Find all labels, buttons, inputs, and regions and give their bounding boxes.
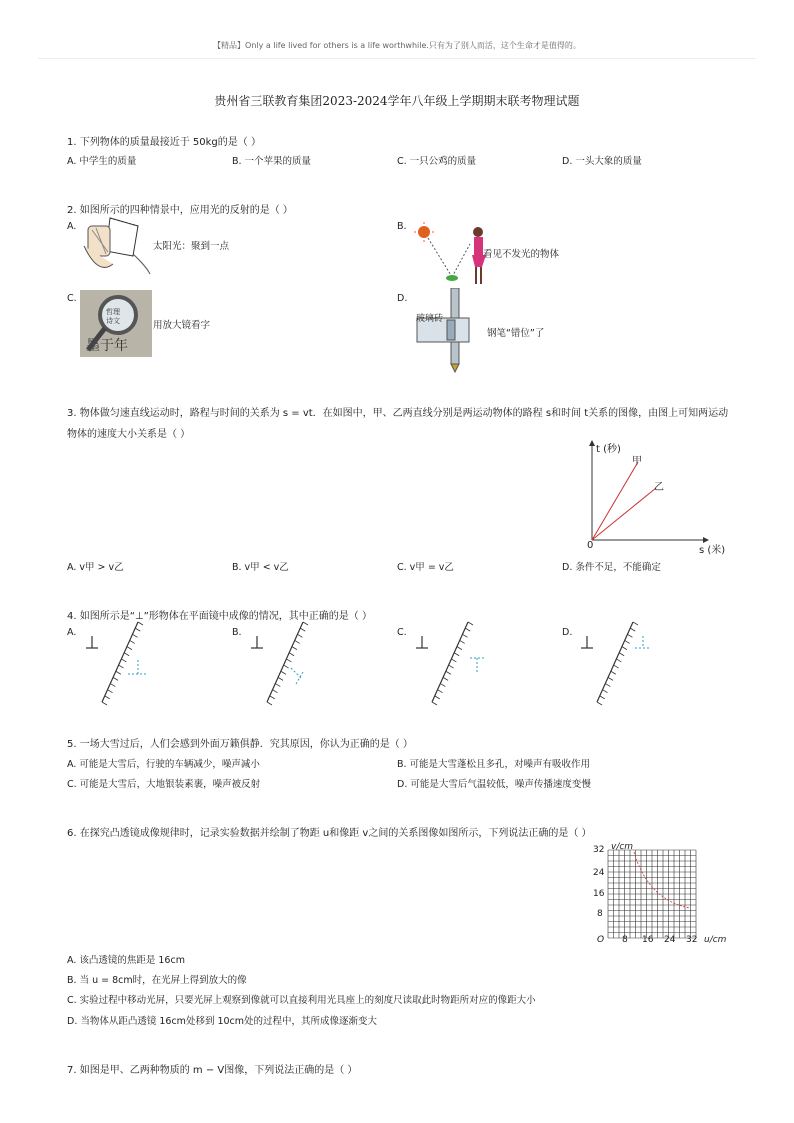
mirror-hatch [297, 634, 302, 637]
q1-option-c[interactable]: C. 一只公鸡的质量 [397, 156, 477, 167]
q3-stem-line1: 3. 物体做匀速直线运动时，路程与时间的关系为 s = vt．在如图中，甲、乙两直线分别是两运动物体的路程 s和时间 t关系的图像，由图上可知两运动 [67, 408, 729, 419]
reflection-scene-image [412, 222, 492, 288]
mirror-hatch [449, 665, 454, 668]
q6-y-axis-label: v/cm [611, 842, 634, 852]
page-banner: 【精品】Only a life lived for others is a life worthwhile.只有为了别人而活，这个生命才是值得的。 [213, 41, 581, 50]
glass-block-label: 玻璃砖 [416, 314, 444, 324]
mirror-hatch [468, 622, 473, 625]
q3-line-jia: 甲 [632, 456, 642, 467]
q3-option-c[interactable]: C. v甲 = v乙 [397, 562, 454, 573]
mirror-hatch [440, 684, 445, 687]
mirror-hatch [600, 696, 605, 699]
mirror-hatch [619, 653, 624, 656]
q3-option-a[interactable]: A. v甲 > v乙 [67, 562, 124, 573]
mirror-hatch [457, 647, 462, 650]
mirror-hatch [116, 671, 121, 674]
q3-x-axis-label: s (米) [699, 545, 726, 556]
q2-caption-d: 钢笔“错位”了 [487, 328, 545, 339]
mirror-hatch [303, 622, 308, 625]
q3-option-b[interactable]: B. v甲 < v乙 [232, 562, 289, 573]
mirror-hatch [284, 665, 289, 668]
mirror-hatch [622, 647, 627, 650]
q2-label-b[interactable]: B. [397, 221, 407, 232]
q4-mirror-c [408, 620, 488, 706]
mirror-hatch [608, 677, 613, 680]
q4-label-c[interactable]: C. [397, 627, 407, 638]
mirror-hatch [278, 677, 283, 680]
q2-caption-b: 看见不发光的物体 [483, 249, 560, 260]
q5-option-d[interactable]: D. 可能是大雪后气温较低，噪声传播速度变慢 [397, 779, 591, 790]
mirror-hatch [603, 690, 608, 693]
mirror-hatch [443, 677, 448, 680]
mirror-hatch [446, 671, 451, 674]
q2-label-a[interactable]: A. [67, 221, 77, 232]
mirror-hatch [270, 696, 275, 699]
mirror-hatch [138, 622, 143, 625]
sun-focus-image [78, 216, 153, 276]
q6-y-tick-8: 8 [597, 909, 603, 919]
q6-x-axis-label: u/cm [704, 935, 727, 945]
mirror-hatch [625, 640, 630, 643]
mirror-hatch [438, 690, 443, 693]
q2-caption-c: 用放大镜看字 [153, 320, 211, 331]
svg-text:哲理: 哲理 [106, 308, 120, 316]
q6-x-tick-32: 32 [686, 935, 698, 945]
q4-mirror-b [243, 620, 323, 706]
mirror-hatch [127, 647, 132, 650]
q5-option-a[interactable]: A. 可能是大雪后，行驶的车辆减少，噪声减小 [67, 759, 260, 770]
q7-stem: 7. 如图是甲、乙两种物质的 m − V图像，下列说法正确的是（ ） [67, 1065, 358, 1076]
mirror-hatch [462, 634, 467, 637]
mirror-hatch [105, 696, 110, 699]
q6-uv-graph [590, 840, 730, 950]
mirror-hatch [627, 634, 632, 637]
q3-option-d[interactable]: D. 条件不足，不能确定 [562, 562, 661, 573]
q6-y-tick-24: 24 [593, 868, 605, 878]
mirror-hatch [113, 677, 118, 680]
mirror-hatch [295, 640, 300, 643]
mirror-hatch [273, 690, 278, 693]
pen-glass-image [415, 288, 475, 373]
q3-line-yi: 乙 [654, 482, 664, 493]
q5-stem: 5. 一场大雪过后，人们会感到外面万籁俱静．究其原因，你认为正确的是（ ） [67, 739, 413, 750]
page-title: 贵州省三联教育集团2023-2024学年八年级上学期期末联考物理试题 [214, 94, 580, 108]
mirror-hatch [435, 696, 440, 699]
mirror-hatch [616, 659, 621, 662]
mirror-hatch [119, 665, 124, 668]
q1-option-d[interactable]: D. 一头大象的质量 [562, 156, 642, 167]
q3-origin: 0 [587, 540, 594, 551]
q6-stem: 6. 在探究凸透镜成像规律时，记录实验数据并绘制了物距 u和像距 v之间的关系图像如图所示，下列说法正确的是（ ） [67, 828, 592, 839]
q6-origin: O [597, 935, 605, 945]
mirror-hatch [102, 702, 107, 705]
q3-st-graph [580, 438, 730, 558]
mirror-hatch [281, 671, 286, 674]
svg-text:墨于年: 墨于年 [86, 338, 128, 354]
mirror-hatch [124, 653, 129, 656]
q1-stem: 1. 下列物体的质量最接近于 50kg的是（ ） [67, 137, 261, 148]
q6-option-c[interactable]: C. 实验过程中移动光屏，只要光屏上观察到像就可以直接利用光具座上的刻度尺读取此时物距所对应的像距大小 [67, 995, 536, 1006]
q4-label-b[interactable]: B. [232, 627, 242, 638]
q5-option-c[interactable]: C. 可能是大雪后，大地银装素裹，噪声被反射 [67, 779, 261, 790]
mirror-hatch [432, 702, 437, 705]
header-divider [38, 58, 756, 59]
mirror-hatch [465, 628, 470, 631]
q2-label-c[interactable]: C. [67, 293, 77, 304]
mirror-hatch [292, 647, 297, 650]
mirror-hatch [605, 684, 610, 687]
magnifier-text-image [80, 290, 152, 357]
mirror-hatch [135, 628, 140, 631]
q6-option-b[interactable]: B. 当 u = 8cm时，在光屏上得到放大的像 [67, 975, 247, 986]
mirror-hatch [611, 671, 616, 674]
q6-x-tick-16: 16 [642, 935, 654, 945]
q4-label-d[interactable]: D. [562, 627, 573, 638]
q3-stem-line2: 物体的速度大小关系是（ ） [67, 429, 191, 440]
mirror-hatch [454, 653, 459, 656]
q4-stem: 4. 如图所示是“⊥”形物体在平面镜中成像的情况，其中正确的是（ ） [67, 611, 372, 622]
mirror-hatch [633, 622, 638, 625]
q3-y-axis-label: t (秒) [596, 444, 621, 455]
q6-option-d[interactable]: D. 当物体从距凸透镜 16cm处移到 10cm处的过程中，其所成像逐渐变大 [67, 1016, 378, 1027]
mirror-hatch [614, 665, 619, 668]
q4-mirror-a [78, 620, 158, 706]
mirror-hatch [451, 659, 456, 662]
q6-x-tick-8: 8 [622, 935, 628, 945]
q6-y-tick-32: 32 [593, 845, 605, 855]
mirror-hatch [630, 628, 635, 631]
svg-text:诗文: 诗文 [106, 317, 120, 325]
q4-label-a[interactable]: A. [67, 627, 77, 638]
mirror-hatch [132, 634, 137, 637]
mirror-hatch [267, 702, 272, 705]
q2-label-d[interactable]: D. [397, 293, 408, 304]
q6-y-tick-16: 16 [593, 889, 605, 899]
mirror-hatch [130, 640, 135, 643]
mirror-hatch [108, 690, 113, 693]
q4-mirror-d [573, 620, 653, 706]
q6-option-a[interactable]: A. 该凸透镜的焦距是 16cm [67, 955, 185, 966]
q1-option-a[interactable]: A. 中学生的质量 [67, 156, 137, 167]
mirror-hatch [289, 653, 294, 656]
mirror-hatch [121, 659, 126, 662]
mirror-hatch [286, 659, 291, 662]
mirror-hatch [597, 702, 602, 705]
mirror-hatch [460, 640, 465, 643]
q2-stem: 2. 如图所示的四种情景中，应用光的反射的是（ ） [67, 205, 293, 216]
q2-caption-a: 太阳光：聚到一点 [153, 241, 230, 252]
q1-option-b[interactable]: B. 一个苹果的质量 [232, 156, 312, 167]
mirror-hatch [110, 684, 115, 687]
mirror-hatch [300, 628, 305, 631]
q6-x-tick-24: 24 [664, 935, 676, 945]
mirror-hatch [275, 684, 280, 687]
q5-option-b[interactable]: B. 可能是大雪蓬松且多孔，对噪声有吸收作用 [397, 759, 591, 770]
